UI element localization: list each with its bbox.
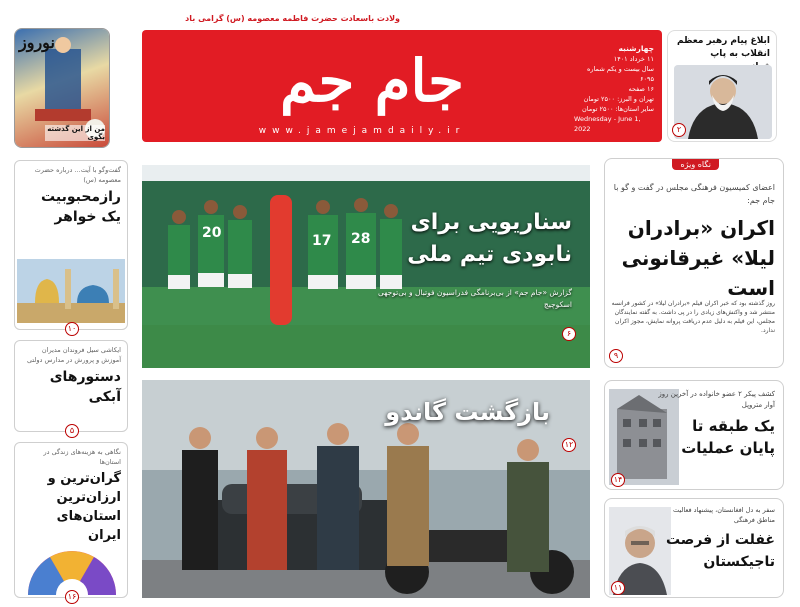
story-headline[interactable]: اکران «برادران لیلا» غیرقانونی است xyxy=(621,216,775,300)
left-column xyxy=(14,160,128,601)
issue-weekday: چهارشنبه xyxy=(618,44,654,53)
hero-football-story[interactable] xyxy=(142,165,590,368)
leader-photo xyxy=(674,65,772,139)
issue-line: سال بیست و یکم شماره ۶۰۹۵ xyxy=(587,65,654,83)
section-label: نگاه ویژه xyxy=(672,159,719,170)
page-number: ۱۱ xyxy=(611,581,625,595)
svg-text:28: 28 xyxy=(351,231,371,247)
leader-message-card[interactable] xyxy=(667,30,777,142)
page-number: ۶ xyxy=(562,327,576,341)
hero-summary: گزارش «جام جم» از بی‌برنامگی فدراسیون فوتبال و بی‌توجهی اسکوچیچ xyxy=(377,288,572,309)
issue-line: ۱۶ صفحه xyxy=(628,85,654,93)
left-story-card[interactable] xyxy=(14,442,128,601)
page-number: ۲ xyxy=(672,123,686,137)
left-story-card[interactable] xyxy=(14,160,128,333)
page-number: ۱۶ xyxy=(65,590,79,604)
page-number: ۱۰ xyxy=(65,322,79,336)
story-kicker: نگاهی به هزینه‌های زندگی در استان‌ها xyxy=(43,448,121,466)
infographic-wheel xyxy=(17,547,127,595)
story-headline[interactable]: غفلت از فرصت تاجیکستان xyxy=(665,532,775,570)
special-view-card[interactable] xyxy=(604,158,784,368)
hero-headline[interactable]: سناریویی برای نابودی تیم ملی xyxy=(407,210,572,267)
masthead[interactable] xyxy=(142,30,662,142)
story-body: روز گذشته بود که خبر اکران فیلم «برادران لیلا» در کشور فرانسه منتشر شد و واکنش‌های زیادی را در پی داشت. به گفته نمایندگان مجلس، این فیلم به دلیل عدم دریافت پروانه نمایش، مجوز اکران ندارد. xyxy=(611,300,775,334)
issue-date: ۱۱ خرداد ۱۴۰۱ xyxy=(613,55,654,63)
story-kicker: ایکاشی سیل فروندان مدیران آموزش و پرورش در مدارس دولتی xyxy=(27,346,121,364)
story-headline[interactable]: دستورهای آبکی xyxy=(49,369,121,405)
masthead-tagline: ولادت باسعادت حضرت فاطمه معصومه (س) گرامی باد xyxy=(185,14,400,23)
story-kicker: اعضای کمیسیون فرهنگی مجلس در گفت و گو با جام جم: xyxy=(613,183,775,205)
magazine-title: نوروز xyxy=(19,33,55,52)
svg-text:20: 20 xyxy=(202,225,222,241)
leader-headline[interactable]: ابلاغ پیام رهبر معظم انقلاب به پاپ xyxy=(676,36,770,59)
page-number: ۱۲ xyxy=(562,438,576,452)
tajikistan-story-card[interactable] xyxy=(604,498,784,598)
svg-text:17: 17 xyxy=(312,233,332,249)
metropol-story-card[interactable] xyxy=(604,380,784,490)
portrait-illustration xyxy=(674,65,772,139)
story-kicker: گفت‌وگو با آیت... درباره حضرت معصومه (س) xyxy=(34,166,121,184)
page-number: ۱۴ xyxy=(611,473,625,487)
issue-line: Wednesday - June 1, 2022 xyxy=(574,115,641,133)
issue-line: تهران و البرز: ۲۵۰۰ تومان xyxy=(583,95,654,103)
story-headline[interactable]: گران‌ترین و ارزان‌ترین استان‌های ایران xyxy=(47,471,121,543)
story-kicker: کشف پیکر ۲ عضو خانواده در آخرین روز آوار متروپل xyxy=(658,390,775,409)
newspaper-url[interactable]: www.jamejamdaily.ir xyxy=(258,126,466,136)
story-headline[interactable]: رازمحبوبیت یک خواهر xyxy=(41,189,121,225)
story-kicker: سفر به دل افغانستان، پیشنهاد فعالیت مناطق فرهنگی xyxy=(673,506,775,524)
magazine-caption: من از این گذشته بگوی xyxy=(45,125,105,141)
issue-line: سایر استان‌ها: ۲۵۰۰ تومان xyxy=(582,105,654,113)
page-number: ۵ xyxy=(65,424,79,438)
newspaper-logo[interactable]: جام جم xyxy=(279,47,465,115)
story-headline[interactable]: یک طبقه تا پایان عملیات xyxy=(681,417,775,457)
left-story-card[interactable] xyxy=(14,340,128,435)
magazine-thumbnail[interactable] xyxy=(14,28,110,148)
page-number: ۹ xyxy=(609,349,623,363)
hero-headline[interactable]: بازگشت گاندو xyxy=(385,398,550,426)
issue-info xyxy=(574,44,654,134)
shrine-illustration xyxy=(17,259,125,323)
hero-gando-story[interactable] xyxy=(142,380,590,598)
